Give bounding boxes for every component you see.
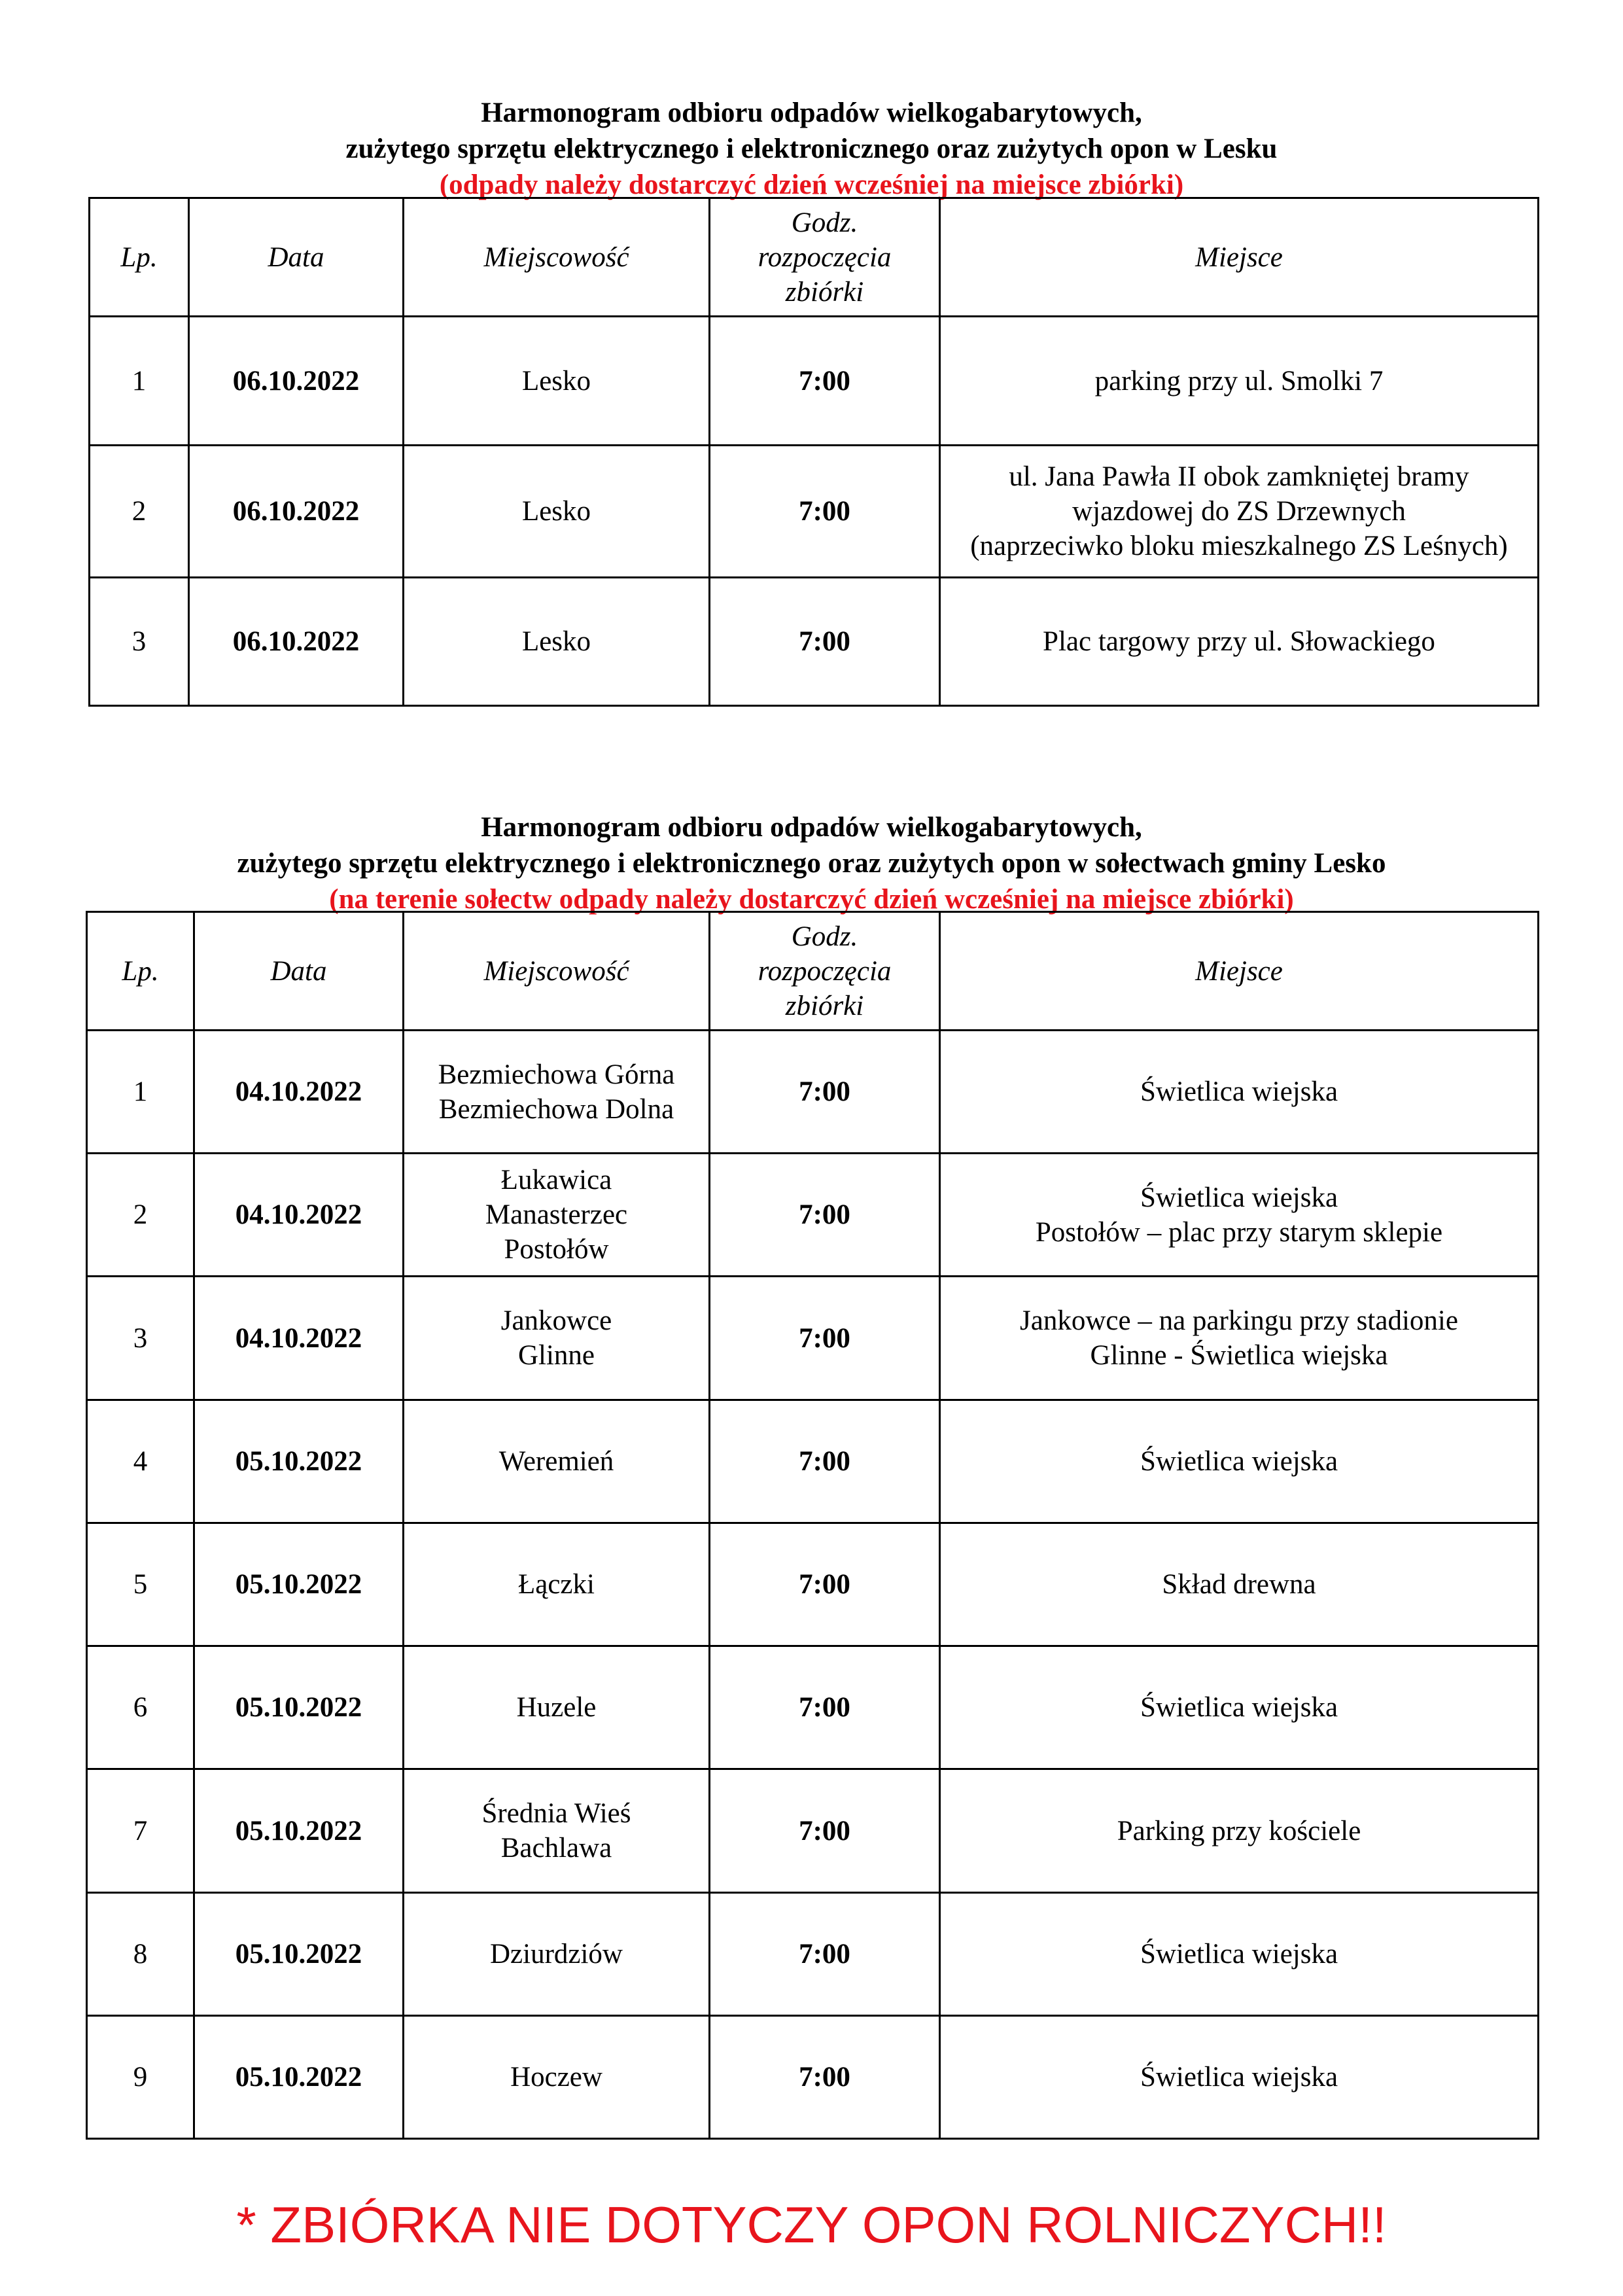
cell-place-line: Świetlica wiejska (1140, 2062, 1338, 2093)
cell-place-line: Postołów – plac przy starym sklepie (1035, 1216, 1443, 1248)
cell-locality (404, 1893, 710, 2016)
cell-locality-line: Hoczew (510, 2062, 602, 2093)
header-time-line: zbiórki (785, 990, 864, 1021)
cell-place-line: ul. Jana Pawła II obok zamkniętej bramy (1009, 461, 1469, 492)
table-row (90, 317, 1539, 446)
cell-place-line: Świetlica wiejska (1140, 1076, 1338, 1107)
cell-lp: 3 (87, 1277, 194, 1400)
cell-lp: 5 (87, 1523, 194, 1646)
cell-place-line: (naprzeciwko bloku mieszkalnego ZS Leśnych) (970, 531, 1508, 561)
table-row (87, 2016, 1539, 2139)
header-place: Miejsce (940, 912, 1539, 1031)
cell-time: 7:00 (710, 1400, 940, 1523)
table-row (90, 446, 1539, 578)
table-body (87, 1031, 1539, 2139)
section2-title-line1: Harmonogram odbioru odpadów wielkogabarytowych, (481, 812, 1142, 843)
cell-locality-line: Lesko (521, 496, 591, 527)
table-row (87, 1031, 1539, 1154)
header-time-line: rozpoczęcia (758, 955, 892, 987)
cell-locality-line: Glinne (517, 1340, 595, 1371)
cell-locality (404, 446, 710, 578)
header-date: Data (189, 198, 404, 317)
table-header-row (87, 912, 1539, 1031)
cell-date: 06.10.2022 (189, 317, 404, 446)
header-time-line: zbiórki (785, 276, 864, 308)
cell-lp: 2 (87, 1154, 194, 1277)
cell-place-line: Parking przy kościele (1117, 1815, 1361, 1846)
cell-locality-line: Weremień (498, 1446, 614, 1477)
cell-locality (404, 1277, 710, 1400)
cell-locality-line: Bezmiechowa Górna (438, 1059, 675, 1090)
table-row (87, 1769, 1539, 1893)
table-row (87, 1523, 1539, 1646)
cell-locality (404, 1523, 710, 1646)
cell-place-line: Jankowce – na parkingu przy stadionie (1020, 1305, 1458, 1336)
table-body (90, 317, 1539, 706)
cell-date: 05.10.2022 (194, 1646, 404, 1769)
cell-date: 05.10.2022 (194, 1769, 404, 1893)
cell-date: 04.10.2022 (194, 1154, 404, 1277)
cell-locality (404, 1154, 710, 1277)
header-locality: Miejscowość (404, 198, 710, 317)
section1-note: (odpady należy dostarczyć dzień wcześniej na miejsce zbiórki) (439, 169, 1184, 200)
cell-locality-line: Postołów (504, 1234, 609, 1265)
cell-place (940, 317, 1539, 446)
cell-place-line: Plac targowy przy ul. Słowackiego (1043, 626, 1435, 657)
cell-date: 05.10.2022 (194, 1400, 404, 1523)
cell-time: 7:00 (710, 446, 940, 578)
cell-locality-line: Łukawica (500, 1165, 612, 1195)
cell-place-line: parking przy ul. Smolki 7 (1094, 365, 1384, 397)
table-header-row (90, 198, 1539, 317)
cell-locality-line: Bezmiechowa Dolna (438, 1093, 674, 1125)
cell-date: 04.10.2022 (194, 1277, 404, 1400)
header-lp: Lp. (90, 198, 189, 317)
header-time (710, 198, 940, 317)
cell-locality-line: Huzele (516, 1692, 597, 1723)
cell-locality-line: Manasterzec (485, 1199, 628, 1230)
cell-locality (404, 317, 710, 446)
cell-locality-line: Jankowce (500, 1305, 612, 1336)
cell-lp: 6 (87, 1646, 194, 1769)
footer-notice: * ZBIÓRKA NIE DOTYCZY OPON ROLNICZYCH!! (236, 2196, 1387, 2253)
cell-lp: 8 (87, 1893, 194, 2016)
cell-locality-line: Bachlawa (500, 1833, 612, 1863)
cell-time: 7:00 (710, 2016, 940, 2139)
table-row (87, 1154, 1539, 1277)
cell-place (940, 1646, 1539, 1769)
section2-title-line2: zużytego sprzętu elektrycznego i elektronicznego oraz zużytych opon w sołectwach gminy Lesko (237, 848, 1386, 879)
cell-date: 05.10.2022 (194, 1893, 404, 2016)
cell-locality (404, 1646, 710, 1769)
cell-lp: 2 (90, 446, 189, 578)
cell-place-line: Świetlica wiejska (1140, 1446, 1338, 1477)
cell-place (940, 578, 1539, 706)
cell-locality (404, 2016, 710, 2139)
cell-place-line: Skład drewna (1162, 1569, 1316, 1600)
cell-lp: 4 (87, 1400, 194, 1523)
cell-lp: 7 (87, 1769, 194, 1893)
cell-date: 06.10.2022 (189, 578, 404, 706)
cell-date: 04.10.2022 (194, 1031, 404, 1154)
header-time-line: rozpoczęcia (758, 241, 892, 273)
table-row (87, 1400, 1539, 1523)
schedule-table-lesko (88, 197, 1539, 707)
header-date: Data (194, 912, 404, 1031)
cell-time: 7:00 (710, 1893, 940, 2016)
cell-time: 7:00 (710, 1277, 940, 1400)
section1-heading (0, 95, 1623, 203)
cell-place-line: Świetlica wiejska (1140, 1182, 1338, 1213)
section2-heading (0, 809, 1623, 917)
cell-place (940, 1031, 1539, 1154)
section1-title-line2: zużytego sprzętu elektrycznego i elektronicznego oraz zużytych opon w Lesku (345, 133, 1278, 164)
header-lp: Lp. (87, 912, 194, 1031)
cell-time: 7:00 (710, 1646, 940, 1769)
header-time-line: Godz. (791, 207, 858, 238)
cell-locality-line: Średnia Wieś (481, 1798, 631, 1829)
cell-place-line: wjazdowej do ZS Drzewnych (1072, 496, 1406, 527)
cell-locality-line: Łączki (518, 1569, 595, 1600)
cell-place (940, 446, 1539, 578)
cell-time: 7:00 (710, 317, 940, 446)
cell-date: 05.10.2022 (194, 1523, 404, 1646)
cell-place (940, 1769, 1539, 1893)
cell-locality (404, 1400, 710, 1523)
cell-lp: 1 (87, 1031, 194, 1154)
cell-place (940, 1523, 1539, 1646)
cell-place-line: Glinne - Świetlica wiejska (1090, 1340, 1388, 1371)
cell-place (940, 1400, 1539, 1523)
cell-time: 7:00 (710, 578, 940, 706)
table-row (90, 578, 1539, 706)
cell-date: 06.10.2022 (189, 446, 404, 578)
table-row (87, 1646, 1539, 1769)
cell-locality (404, 578, 710, 706)
cell-locality-line: Dziurdziów (490, 1939, 623, 1969)
cell-locality-line: Lesko (521, 365, 591, 397)
cell-time: 7:00 (710, 1154, 940, 1277)
cell-lp: 1 (90, 317, 189, 446)
cell-lp: 9 (87, 2016, 194, 2139)
cell-place (940, 1277, 1539, 1400)
header-locality: Miejscowość (404, 912, 710, 1031)
cell-time: 7:00 (710, 1523, 940, 1646)
section1-title-line1: Harmonogram odbioru odpadów wielkogabarytowych, (481, 97, 1142, 128)
cell-place (940, 1893, 1539, 2016)
cell-lp: 3 (90, 578, 189, 706)
header-time-line: Godz. (791, 921, 858, 952)
cell-locality-line: Lesko (521, 626, 591, 657)
table-row (87, 1893, 1539, 2016)
cell-place-line: Świetlica wiejska (1140, 1939, 1338, 1969)
cell-time: 7:00 (710, 1769, 940, 1893)
schedule-table-villages (86, 911, 1539, 2140)
cell-date: 05.10.2022 (194, 2016, 404, 2139)
cell-place-line: Świetlica wiejska (1140, 1692, 1338, 1723)
section2-note: (na terenie sołectw odpady należy dostarczyć dzień wcześniej na miejsce zbiórki) (329, 884, 1294, 915)
cell-place (940, 2016, 1539, 2139)
cell-place (940, 1154, 1539, 1277)
table-row (87, 1277, 1539, 1400)
header-time (710, 912, 940, 1031)
cell-locality (404, 1031, 710, 1154)
cell-locality (404, 1769, 710, 1893)
cell-time: 7:00 (710, 1031, 940, 1154)
header-place: Miejsce (940, 198, 1539, 317)
